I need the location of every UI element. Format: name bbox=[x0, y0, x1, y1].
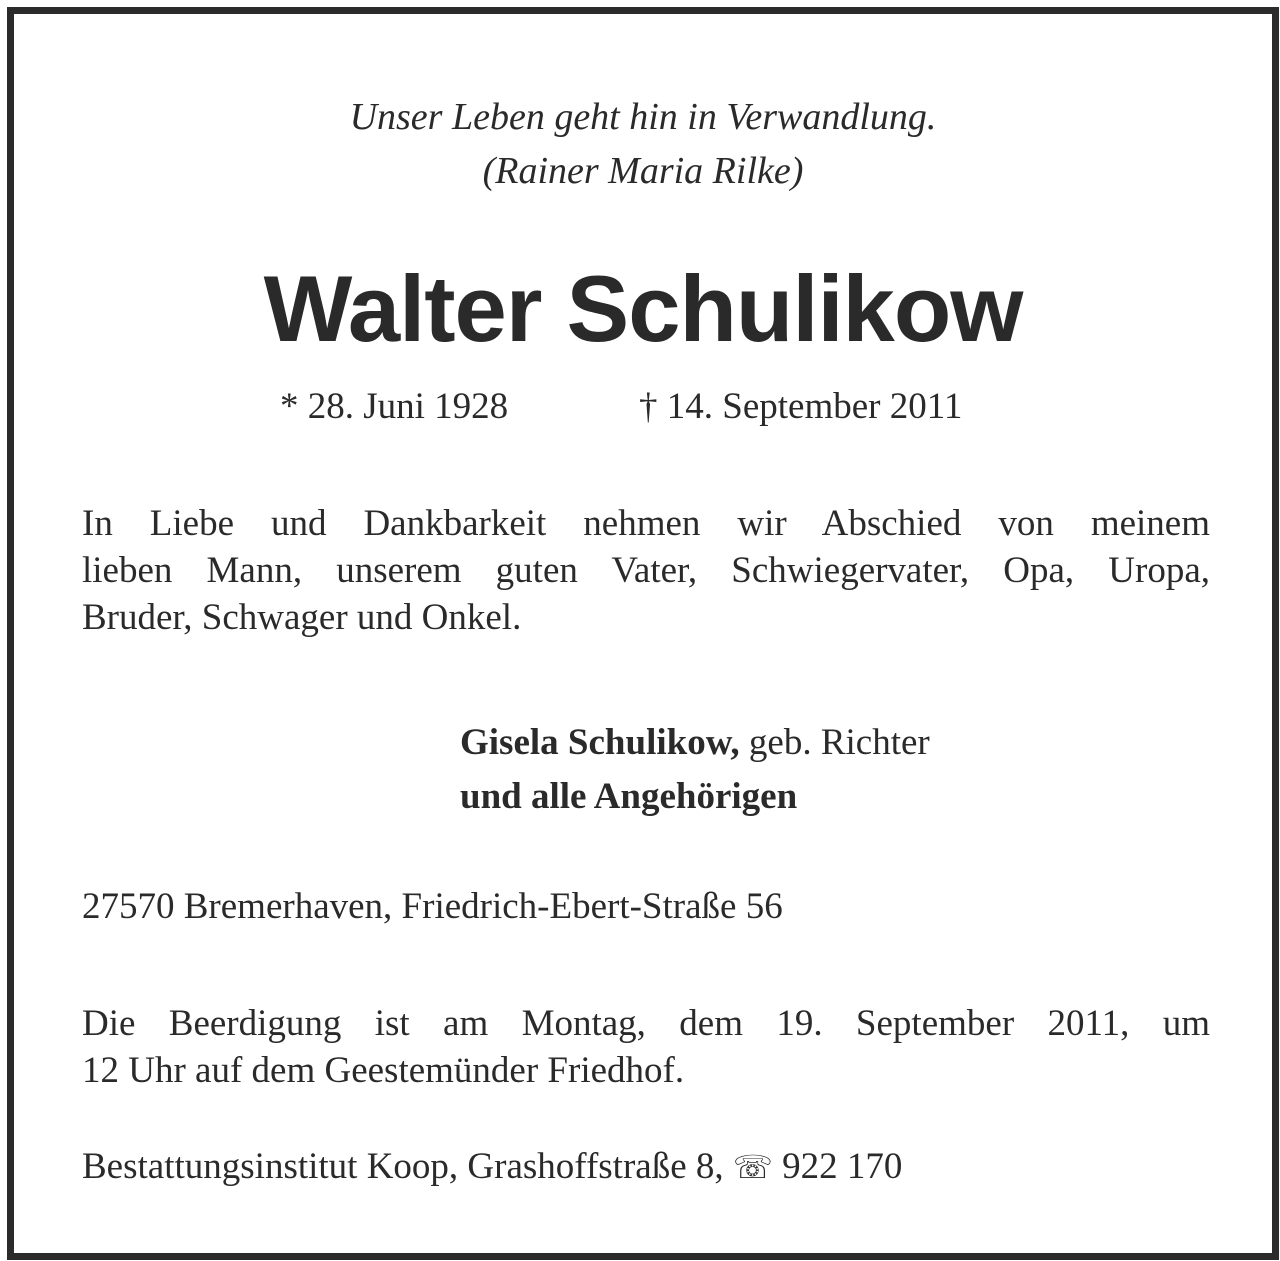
signatory-family: und alle Angehörigen bbox=[460, 776, 798, 817]
signatory-name: Gisela Schulikow, bbox=[460, 722, 740, 763]
farewell-paragraph bbox=[82, 500, 1210, 641]
undertaker-info bbox=[82, 1140, 902, 1194]
deceased-name: Walter Schulikow bbox=[263, 256, 1023, 361]
signatory-line bbox=[460, 716, 930, 770]
signatory-maiden-name: geb. Richter bbox=[739, 722, 930, 763]
funeral-paragraph bbox=[82, 1000, 1210, 1094]
farewell-line: lieben Mann, unserem guten Vater, Schwiegervater, Opa, Uropa, bbox=[82, 550, 1210, 591]
undertaker-phone: 922 170 bbox=[772, 1146, 903, 1187]
funeral-line: 12 Uhr auf dem Geestemünder Friedhof. bbox=[82, 1050, 685, 1091]
farewell-line: Bruder, Schwager und Onkel. bbox=[82, 597, 522, 638]
family-address: 27570 Bremerhaven, Friedrich-Ebert-Straße 56 bbox=[82, 886, 783, 927]
phone-icon: ☏ bbox=[732, 1148, 773, 1186]
death-date: † 14. September 2011 bbox=[639, 386, 963, 427]
funeral-line: Die Beerdigung ist am Montag, dem 19. September 2011, um bbox=[82, 1003, 1210, 1044]
undertaker-address: Bestattungsinstitut Koop, Grashoffstraße 8, bbox=[82, 1146, 733, 1187]
motto-author: (Rainer Maria Rilke) bbox=[482, 150, 804, 192]
motto-quote: Unser Leben geht hin in Verwandlung. bbox=[349, 96, 937, 138]
obituary-frame bbox=[7, 7, 1279, 1260]
farewell-line: In Liebe und Dankbarkeit nehmen wir Abschied von meinem bbox=[82, 503, 1210, 544]
birth-date: * 28. Juni 1928 bbox=[280, 386, 509, 427]
